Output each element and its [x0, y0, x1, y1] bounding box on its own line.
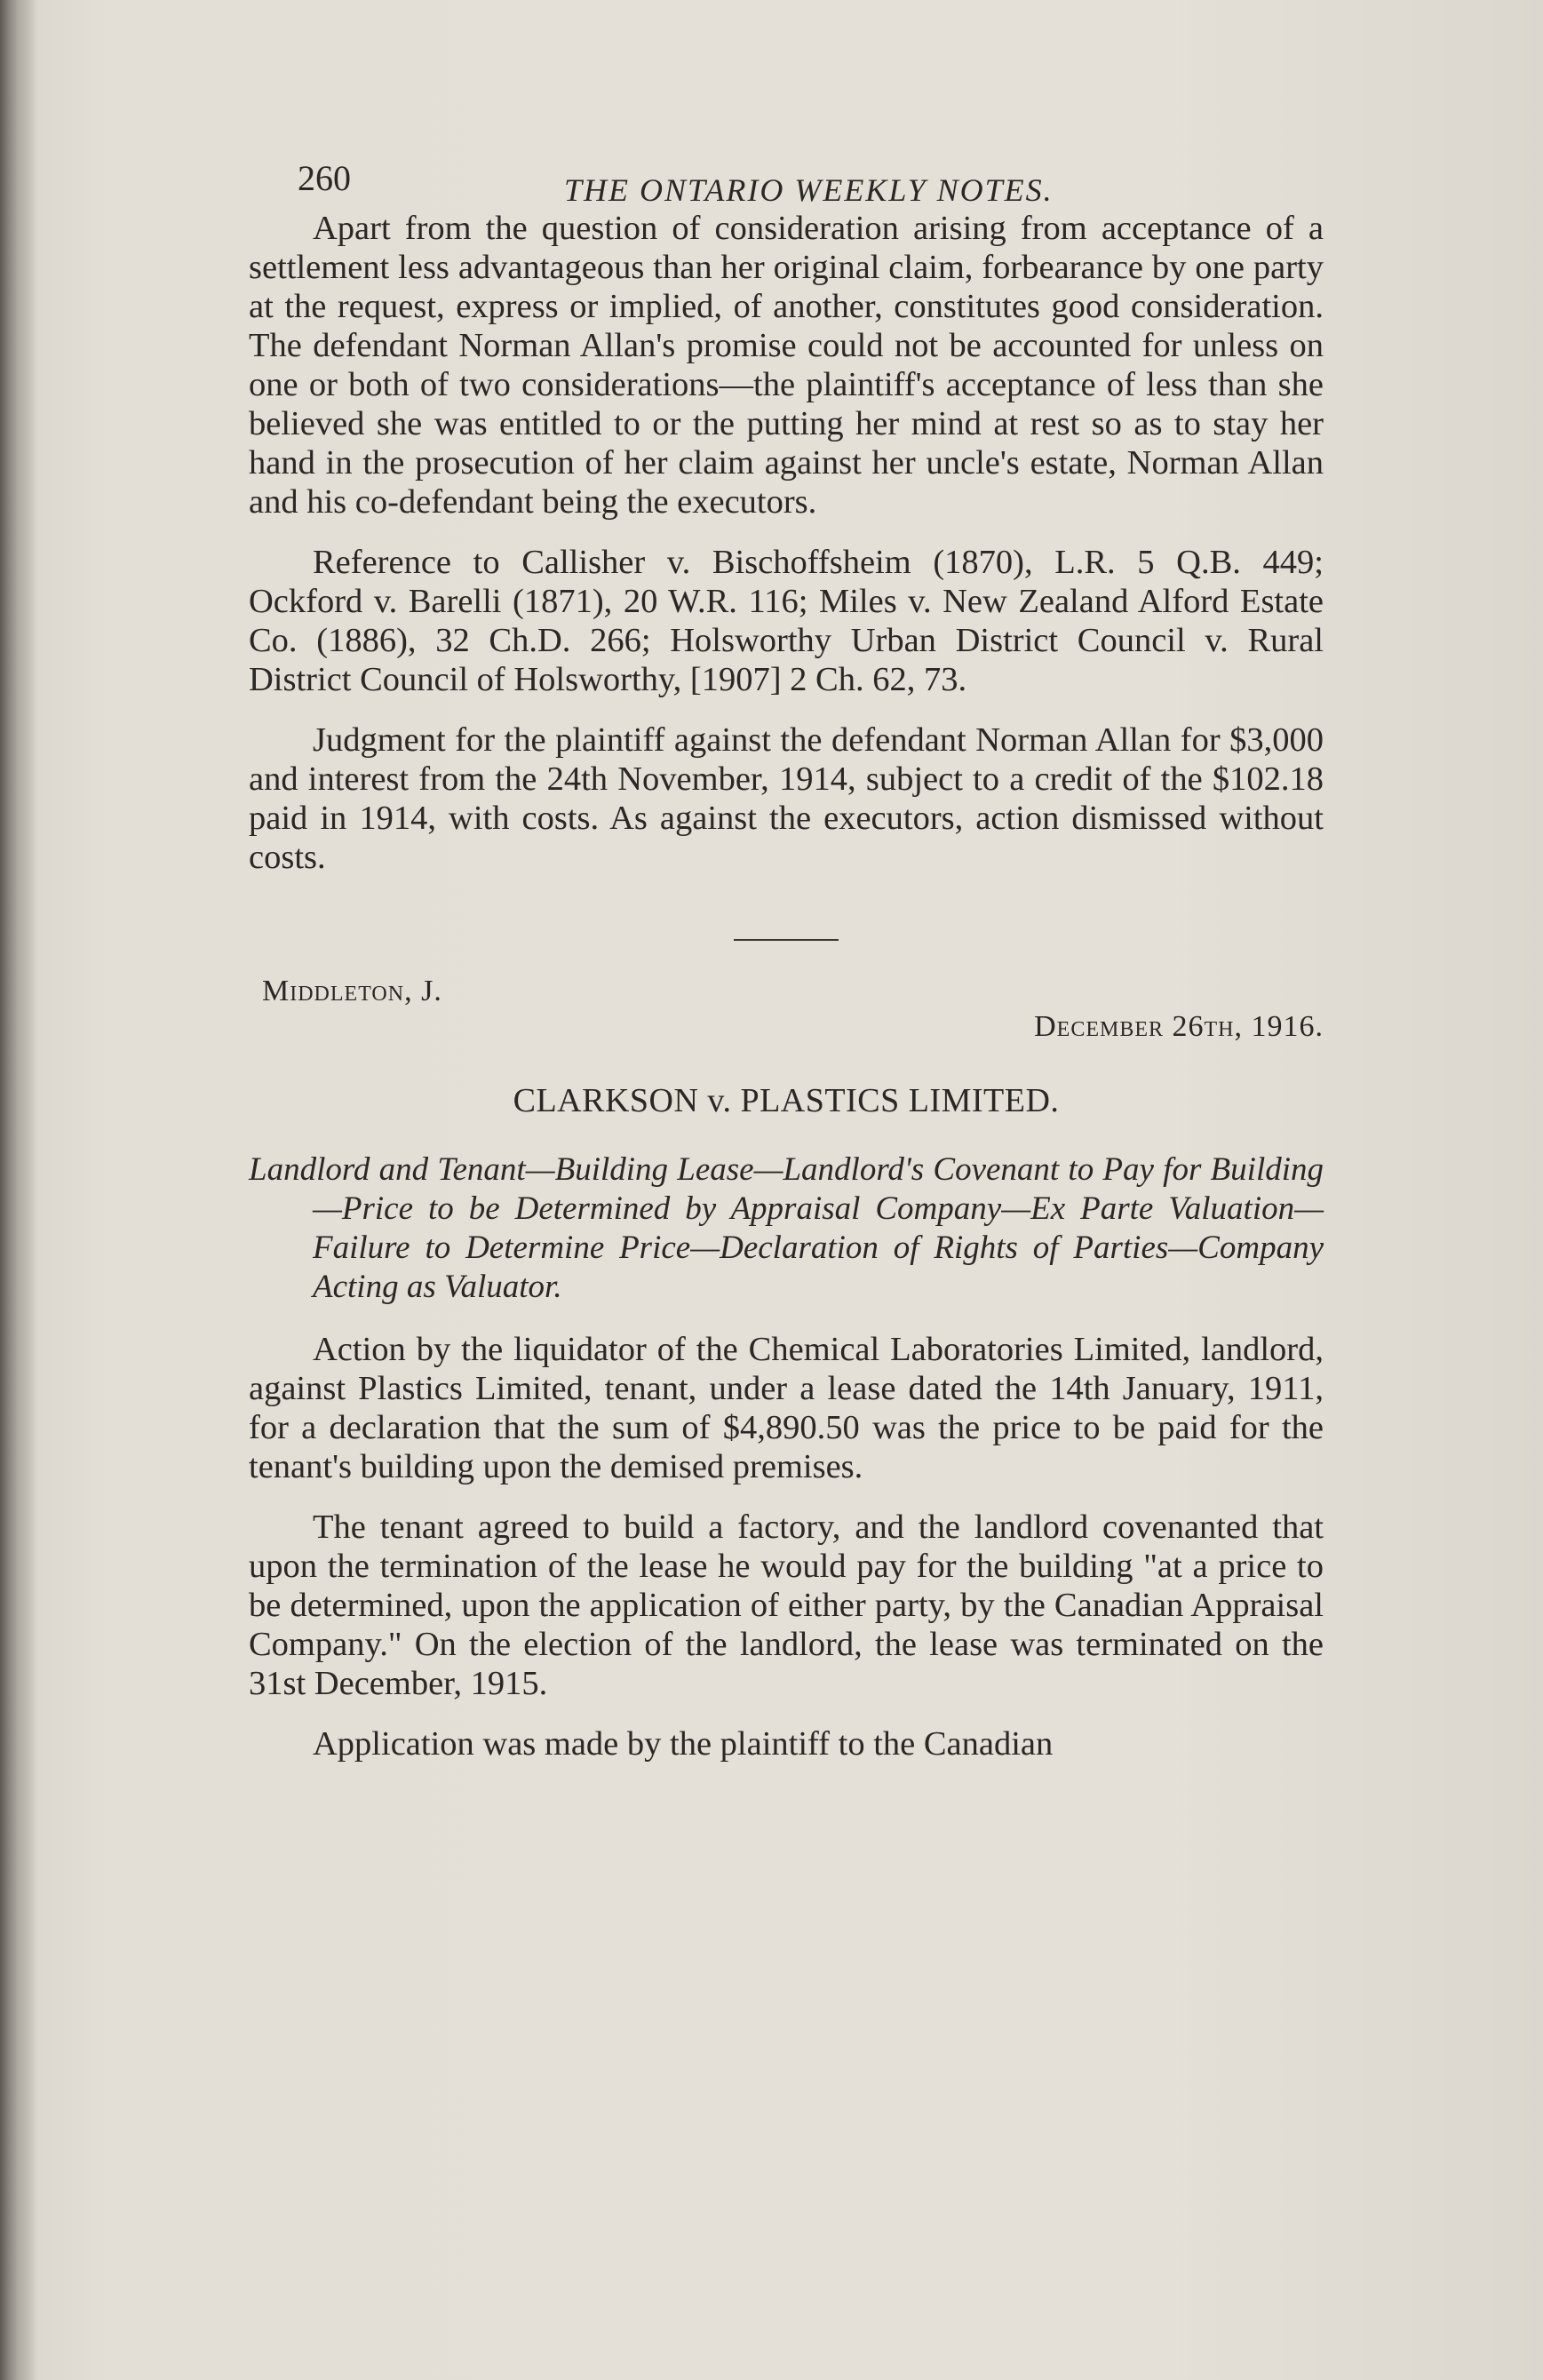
running-head [249, 147, 1324, 209]
judge-name: Middleton, J. [262, 975, 442, 1007]
paragraph-references: Reference to Callisher v. Bischoffsheim (1870), L.R. 5 Q.B. 449; Ockford v. Barelli (1871), 20 W.R. 116; Miles v. New Zealand Alford Estate Co. (1886), 32 Ch.D. 266; Holsworthy Urban District Council v. Rural District Council of Holsworthy, [1907] 2 Ch. 62, 73. [249, 544, 1324, 698]
paragraph-tenant-agreement: The tenant agreed to build a factory, and the landlord covenanted that upon the termination of the lease he would pay for the building "at a price to be determined, upon the application of either party, by the Canadian Appraisal Company." On the election of the landlord, the lease was terminated on the 31st December, 1915. [249, 1508, 1324, 1702]
section-divider [734, 939, 839, 941]
case-date: December 26th, 1916. [1034, 1010, 1324, 1043]
page-content [249, 147, 1324, 1785]
journal-title: THE ONTARIO WEEKLY NOTES. [564, 172, 1054, 208]
page-binding-shadow [0, 0, 36, 2380]
page-number: 260 [298, 158, 351, 198]
paragraph-consideration: Apart from the question of consideration arising from acceptance of a settlement less advantageous than her original claim, forbearance by one party at the request, express or implied, of another, constitutes good consideration. The defendant Norman Allan's promise could not be accounted for unless on one or both of two considerations—the plaintiff's acceptance of less than she believed she was entitled to or the putting her mind at rest so as to stay her hand in the prosecution of her claim against her uncle's estate, Norman Allan and his co-defendant being the executors. [249, 210, 1324, 521]
case-meta [249, 975, 1324, 1063]
paragraph-application: Application was made by the plaintiff to the Canadian [313, 1725, 1054, 1763]
case-title: CLARKSON v. PLASTICS LIMITED. [513, 1082, 1060, 1119]
paragraph-judgment: Judgment for the plaintiff against the defendant Norman Allan for $3,000 and interest from the 24th November, 1914, subject to a credit of the $102.18 paid in 1914, with costs. As against the executors, action dismissed without costs. [249, 721, 1324, 876]
case-headnote: Landlord and Tenant—Building Lease—Landlord's Covenant to Pay for Building—Price to be Determined by Appraisal Company—Ex Parte Valuation—Failure to Determine Price—Declaration of Rights of Parties—Company Acting as Valuator. [249, 1151, 1324, 1305]
paragraph-action: Action by the liquidator of the Chemical Laboratories Limited, landlord, against Plastics Limited, tenant, under a lease dated the 14th January, 1911, for a declaration that the sum of $4,890.50 was the price to be paid for the tenant's building upon the demised premises. [249, 1331, 1324, 1485]
